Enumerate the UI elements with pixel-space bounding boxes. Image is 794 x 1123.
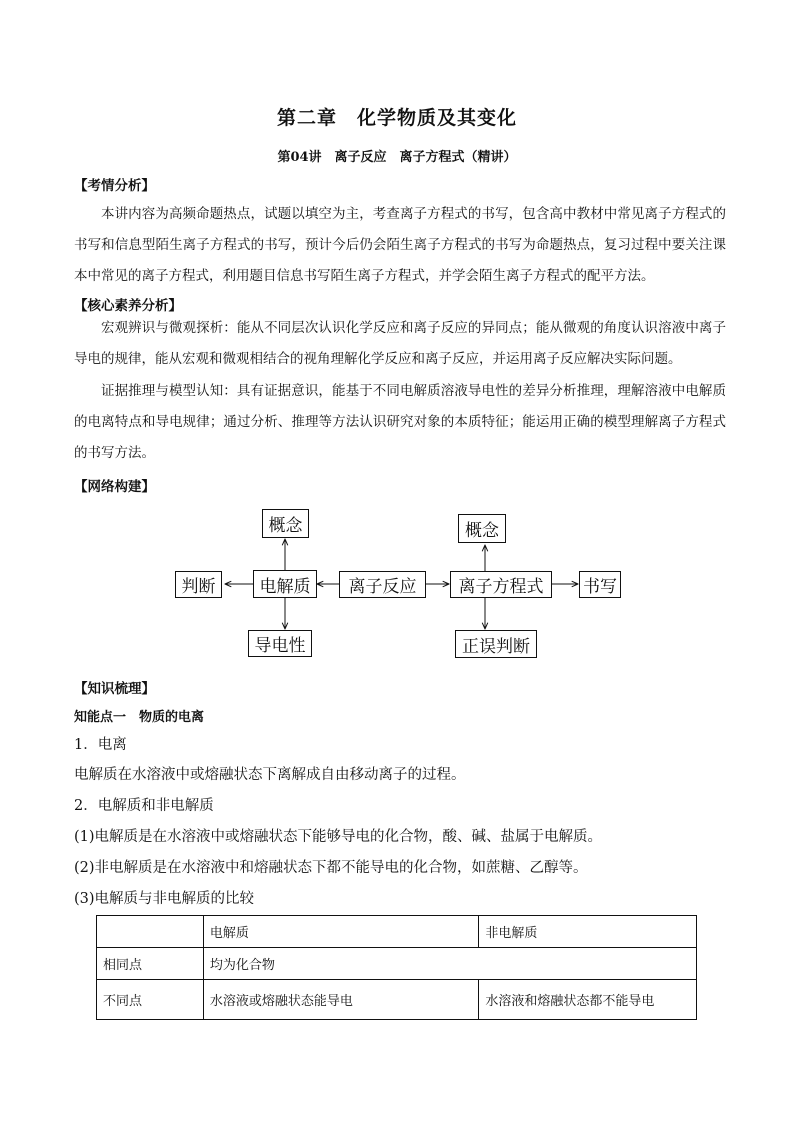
table-row [97, 980, 697, 1020]
exam-analysis-heading: 【考情分析】 [74, 178, 155, 194]
node-writing: 书写 [579, 571, 621, 598]
item1-title: 1．电离 [74, 737, 127, 753]
table-header-nonelectrolyte: 非电解质 [479, 916, 697, 948]
table-row [97, 916, 697, 948]
node-electrolyte: 电解质 [253, 570, 317, 598]
node-concept-left: 概念 [262, 509, 309, 538]
exam-analysis-text: 本讲内容为高频命题热点，试题以填空为主，考查离子方程式的书写，包含高中教材中常见离子方程式的书写和信息型陌生离子方程式的书写，预计今后仍会陌生离子方程式的书写为命题热点，复习过程中要关注课本中常见的离子方程式，利用题目信息书写陌生离子方程式，并学会陌生离子方程式的配平方法。 [74, 206, 726, 284]
table-row-label-same: 相同点 [97, 948, 204, 980]
table-row-label-diff: 不同点 [97, 980, 204, 1020]
literacy-para-1: 宏观辨识与微观探析：能从不同层次认识化学反应和离子反应的异同点；能从微观的角度认识溶液中离子导电的规律，能从宏观和微观相结合的视角理解化学反应和离子反应，并运用离子反应解决实际问题。 [74, 320, 726, 367]
table-cell-same: 均为化合物 [203, 948, 696, 980]
network-heading: 【网络构建】 [74, 479, 155, 495]
item2-b: (2)非电解质是在水溶液中和熔融状态下都不能导电的化合物，如蔗糖、乙醇等。 [74, 860, 588, 876]
comparison-table [96, 915, 697, 1020]
knowledge-point-title: 知能点一 物质的电离 [74, 710, 205, 725]
node-ionic-equation: 离子方程式 [450, 571, 552, 598]
item2-a: (1)电解质是在水溶液中或熔融状态下能够导电的化合物，酸、碱、盐属于电解质。 [74, 829, 603, 845]
item2-c: (3)电解质与非电解质的比较 [74, 891, 255, 907]
table-cell [97, 916, 204, 948]
chapter-title: 第二章 化学物质及其变化 [276, 107, 517, 129]
node-ionic-reaction: 离子反应 [339, 571, 426, 598]
table-cell-diff-nonelectrolyte: 水溶液和熔融状态都不能导电 [479, 980, 697, 1020]
item2-title: 2．电解质和非电解质 [74, 798, 214, 814]
node-conductivity: 导电性 [248, 630, 312, 657]
table-header-electrolyte: 电解质 [203, 916, 479, 948]
node-judge: 判断 [175, 571, 222, 598]
knowledge-heading: 【知识梳理】 [74, 681, 155, 697]
table-row [97, 948, 697, 980]
table-cell-diff-electrolyte: 水溶液或熔融状态能导电 [203, 980, 479, 1020]
literacy-para-2: 证据推理与模型认知：具有证据意识，能基于不同电解质溶液导电性的差异分析推理，理解溶液中电解质的电离特点和导电规律；通过分析、推理等方法认识研究对象的本质特征；能运用正确的模型理解离子方程式的书写方法。 [74, 383, 726, 461]
node-correctness: 正误判断 [455, 630, 537, 658]
node-concept-right: 概念 [458, 514, 506, 543]
item1-text: 电解质在水溶液中或熔融状态下离解成自由移动离子的过程。 [74, 767, 466, 783]
lecture-title: 第04讲 离子反应 离子方程式（精讲） [277, 150, 517, 165]
literacy-analysis-heading: 【核心素养分析】 [74, 298, 182, 314]
